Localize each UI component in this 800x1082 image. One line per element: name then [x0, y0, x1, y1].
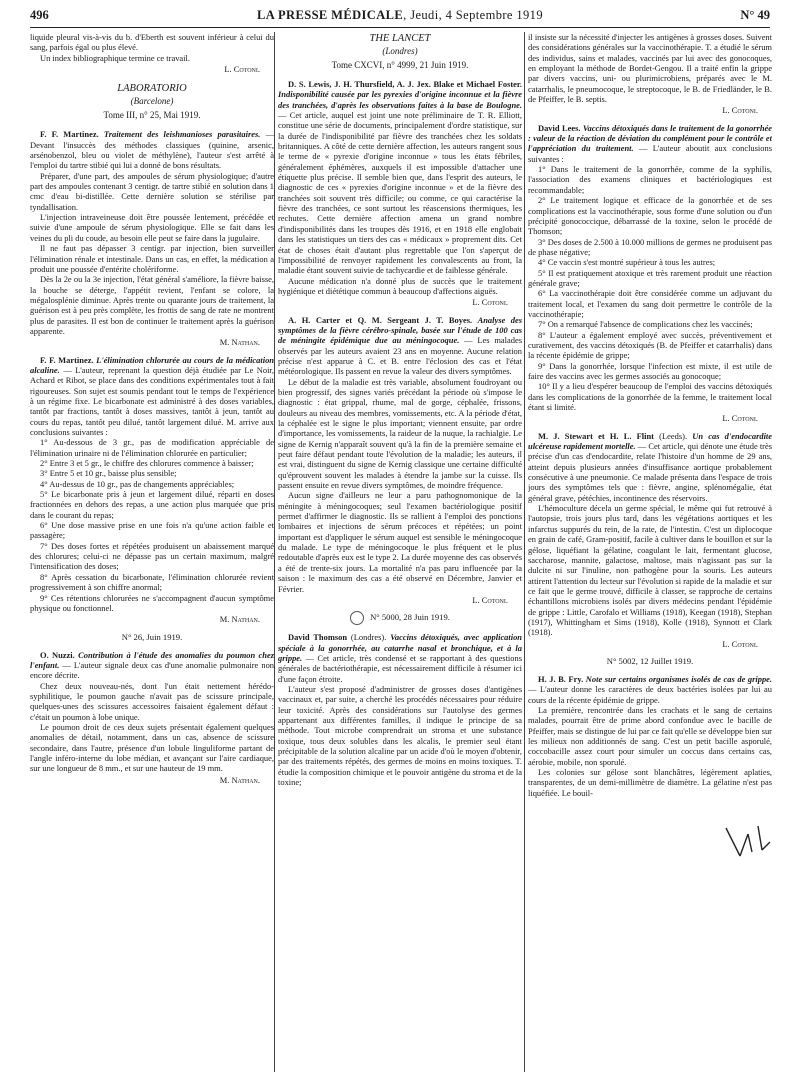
list-item: 4° Ce vaccin s'est montré supérieur à tous les autres;	[538, 257, 716, 268]
column-divider	[524, 32, 525, 1072]
signature: L. Cotoni.	[472, 594, 508, 605]
paragraph: La première, rencontrée dans les crachats et le sang de certains malades, pourrait être de prime abord confondue avec le bacille de Pfeiffer, mais se distingue de lui par ce fait qu'elle se développe bien sur les milieux non additionnés de sang. C'est un petit bacille asporulé, coccobacille assez court pour simuler un coccus dans certains cas, aérobie, mobile, non sporulé.	[528, 704, 772, 767]
journal-section-city: (Londres)	[382, 46, 418, 56]
article-title: Traitement des leishmanioses parasitaires.	[103, 129, 261, 140]
column-1	[30, 32, 274, 1077]
article-title: L'élimination chlorurée au cours de la médication alcaline.	[30, 354, 274, 375]
article	[30, 650, 274, 785]
signature: L. Cotoni.	[224, 64, 260, 75]
issue-line	[278, 611, 522, 625]
paragraph: L'hémoculture décela un germe spécial, le même qui fut retrouvé à l'autopsie, trois jours plus tard, dans les végétations aortiques et les infarctus suppurés du rein, de la rate, de l'intestin. C'est un diplocoque en grain de café, Gram-positif, facile à cultiver dans le bouillon et sur la gélose, liquéfiant la gélatine, coagulant le lait, fermentant glucose, saccharose, mannite, galactose, maltose, mais n'agissant pas sur la dulcite ni sur l'inuline, non pathogène pour la souris. Les auteurs attirent l'attention du lecteur sur l'évolution si rapide de la maladie et sur ce fait que le germe trouvé, difficile à classer, se rapproche de certains échantillons microbiens isolés par divers médecins pendant l'épidémie de grippe : Little, Carofalo et Williams (1918), Keegan (1918), Stephan (1917), Whittingham et Sims (1918), Kolle (1918), Synnott et Clark (1918).	[528, 503, 772, 638]
paragraph: Les colonies sur gélose sont blanchâtres, légèrement aplaties, transparentes, de un demi-millimètre de diamètre. La gélatine n'est pas liquéfiée. Le bouil-	[528, 767, 772, 798]
paragraph: Dès la 2e ou la 3e injection, l'état général s'améliore, la fièvre baisse, la bouche se déterge, l'appétit revient, l'enfant se colore, la mégalosplénie diminue. Après trente ou quarante jours de traitement, la guérison est à peu près complète, les frottis de sang de rate ne montrent plus de parasites. Il est bon de continuer le traitement après la guérison apparente.	[30, 274, 274, 336]
article-title: Note sur certains organismes isolés de cas de grippe.	[585, 673, 772, 684]
list-item: 1° Dans le traitement de la gonorrhée, comme de la syphilis, l'association des examens cliniques et bactériologiques est recommandable;	[528, 164, 772, 195]
paragraph: Aucune médication n'a donné plus de succès que le traitement hygiénique et diététique commun à beaucoup d'affections aiguës.	[278, 275, 522, 296]
page-number: 496	[30, 8, 49, 22]
list-item: 5° Le bicarbonate pris à jeun et largement dilué, réparti en doses fractionnées en dehors des repas, a une action plus marquée que pris dans le courant du repas;	[30, 489, 274, 520]
list-item: 9° Ces rétentions chlorurées ne s'accompagnent d'aucun symptôme physique ou fonctionnel.	[30, 592, 274, 613]
article-author: H. J. B. Fry.	[538, 673, 584, 684]
library-stamp-icon	[350, 611, 364, 625]
paragraph: — L'auteur aboutit aux conclusions suivantes :	[528, 143, 772, 164]
signature: L. Cotoni.	[722, 105, 758, 116]
article-author: David Lees.	[538, 122, 581, 133]
article-author-location: (Leeds).	[659, 430, 688, 441]
list-item: 3° Entre 5 et 10 gr., baisse plus sensible;	[40, 468, 177, 479]
issue-date: , Jeudi, 4 Septembre 1919	[403, 8, 543, 22]
article	[528, 674, 772, 798]
article-title: Vaccins détoxiqués dans le traitement de la gonorrhée : valeur de la réaction de déviation du complément pour le contrôle et l'appréciation du traitement.	[528, 122, 772, 154]
paragraph: L'auteur s'est proposé d'administrer de grosses doses d'antigènes vaccinaux et, par suite, a cherché les procédés nécessaires pour réduire leur toxicité. Après des considérations sur l'autolyse des germes appartenant aux différentes familles, il indique le principe de sa méthode. Tout microbe comprendrait un stroma et une substance toxique, tous deux solubles dans les alcalis, le premier seul étant précipitable de la solution alcaline par un acide d'où le moyen d'obtenir, par des traitements répétés, des germes de moins en moins toxiques. T. étudie la composition chimique et le pouvoir antigène du stroma et de la toxine;	[278, 683, 522, 788]
paragraph: — Les malades observés par les auteurs avaient 23 ans en moyenne. Aucune relation précise n'est apparue à C. et B. entre l'éclosion des cas et l'état météorologique. Ils passent en revue la valeur des divers symptômes.	[278, 335, 522, 377]
column-2	[278, 32, 522, 1077]
paragraph: — Devant l'insuccès des méthodes classiques (quinine, arsenic, arsénobenzol, bleu ou violet de méthylène), l'auteur s'est arrêté à l'emploi du tartre stibié qui lui a donné de bons résultats.	[30, 129, 274, 171]
page-header	[30, 8, 770, 28]
list-item: 7° Des doses fortes et répétées produisent un abaissement marqué des chlorures; celui-ci ne dépasse pas un certain maximum, malgré l'intensification des doses;	[30, 540, 274, 572]
list-item: 3° Des doses de 2.500 à 10.000 millions de germes ne produisent pas de phase négative;	[528, 236, 772, 257]
running-title	[30, 8, 770, 23]
article	[528, 431, 772, 649]
article-author: D. S. Lewis, J. H. Thursfield, A. J. Jex. Blake et Michael Foster.	[288, 79, 522, 89]
article-author: O. Nuzzi.	[40, 649, 75, 660]
paragraph: Il ne faut pas dépasser 3 centigr. par injection, bien surveiller l'élimination rénale et intestinale. Dans un cas, en effet, la médication a produit une poussée d'entérite cholériforme.	[30, 243, 274, 274]
article-title: Indisponibilité causée par les pyrexies d'origine inconnue et la fièvre des tranchées, d'après les observations faites à la base de Boulogne.	[278, 89, 522, 110]
column-3	[528, 32, 772, 1077]
journal-section-title: THE LANCET	[369, 33, 431, 44]
header-rule	[30, 27, 770, 28]
list-item: 2° Entre 3 et 5 gr., le chiffre des chlorures commence à baisser;	[40, 458, 254, 469]
list-item: 6° La vaccinothérapie doit être considérée comme un adjuvant du traitement local, et l'examen du sang doit permettre le contrôle de la vaccinothérapie;	[528, 288, 772, 319]
list-item: 8° Après cessation du bicarbonate, l'élimination chlorurée revient progressivement à son chiffre anormal;	[30, 571, 274, 593]
paragraph: — L'auteur donne les caractères de deux bactéries isolées par lui au cours de la récente épidémie de grippe.	[528, 684, 772, 705]
article-author: A. H. Carter et Q. M. Sergeant J. T. Boyes.	[288, 314, 473, 325]
issue-line: Tome CXCVI, n° 4999, 21 Juin 1919.	[331, 60, 469, 70]
list-item: 2° Le traitement logique et efficace de la gonorrhée et de ses complications est la vaccinothérapie, sous forme d'une solution ou d'un précipité gonococcique, débarrassé de la toxine, selon le procédé de Thomson;	[528, 195, 772, 237]
list-item: 1° Au-dessous de 3 gr., pas de modification appréciable de l'élimination urinaire ni de l'élimination chlorurée en particulier;	[30, 437, 274, 458]
list-item: 8° L'auteur a également employé avec succès, préventivement et curativement, des vaccins détoxiqués (B. de Pfeiffer et catarrhalis) dans la récente épidémie de grippe;	[528, 329, 772, 361]
paragraph: L'injection intraveineuse doit être poussée lentement, précédée et suivie d'une ampoule de sérum physiologique. Elle se fait dans les veines du pli du coude, au besoin elle peut se faire dans la jugulaire.	[30, 212, 274, 243]
issue-line-text: N° 5000, 28 Juin 1919.	[370, 612, 450, 623]
paragraph: Le début de la maladie est très variable, absolument foudroyant ou bien progressif, des signes variés précédant la période où s'impose le diagnostic : état grippal, rhume, mal de gorge, céphalée, frissons, douleurs au niveau des membres, vomissements, etc. A la période d'état, la céphalée est le signe le plus important; viennent ensuite, par ordre d'importance, les vomissements, la raideur de la nuque, la rachialgie. Le signe de Kernig n'apparaît souvent qu'à la fin de la première semaine et peut faire défaut pendant toute l'évolution de la maladie; les auteurs, il est vrai, distinguent du signe de Kernig classique une certaine difficulté qu'éprouvent souvent les malades à étendre la jambe sur la cuisse. Ils passent ensuite en revue divers symptômes, de moindre fréquence.	[278, 376, 522, 491]
article-author: F. F. Martinez.	[40, 354, 94, 365]
article-author: M. J. Stewart et H. L. Flint	[538, 430, 654, 441]
paragraph: Un index bibliographique termine ce travail.	[40, 52, 190, 63]
signature: M. Nathan.	[219, 774, 260, 785]
paragraph: Le poumon droit de ces deux sujets présentait également quelques anomalies de détail, notamment, dans un cas, absence de scissure secondaire, dans l'autre, présence d'un lobule linguliforme partant de l'angle inféro-interne du lobe médian, et avançant sur l'aire cardiaque, sur une longueur de 8 mm., et sur une hauteur de 19 mm.	[30, 721, 274, 774]
paragraph: il insiste sur la nécessité d'injecter les antigènes à grosses doses. Suivent des considérations générales sur la vaccinothérapie. T. a étudié le sérum des individus, sains et malades, vaccinés par lui avec des gonocoques, en employant la méthode de Bordet-Gengou. Il a traité enfin la grippe par divers vaccins, uni- ou plurimicrobiens, préparés avec le M. catarrhalis, le pneumocoque, le streptocoque, le B. de Friedländer, le B. de Pfeiffer, le B. septis.	[528, 32, 772, 105]
list-item: 9° Dans la gonorrhée, lorsque l'infection est mixte, il est utile de faire des vaccins avec les germes associés au gonocoque;	[528, 360, 772, 381]
article-title: Analyse des symptômes de la fièvre cérébro-spinale, basée sur l'étude de 100 cas de méningite épidémique due au méningocoque.	[278, 314, 522, 346]
article	[278, 79, 522, 308]
journal-section-title: LABORATORIO	[117, 83, 187, 95]
list-item: 6° Une dose massive prise en une fois n'a qu'une action faible et passagère;	[30, 520, 274, 541]
list-item: 7° On a remarqué l'absence de complications chez les vaccinés;	[538, 319, 753, 330]
article-title: Un cas d'endocardite ulcéreuse rapidement mortelle.	[528, 430, 772, 452]
article-title: Contribution à l'étude des anomalies du poumon chez l'enfant.	[30, 649, 274, 670]
paragraph: Aucun signe d'ailleurs ne leur a paru pathognomonique de la méningite à méningocoques; seul l'examen bactériologique positif permet d'affirmer le diagnostic. Ils se rallient à l'emploi des ponctions lombaires et injections de sérum précoces et répétées; un point important est d'appliquer le sérum auquel est sensible le méningocoque du malade. Le type de méningocoque le plus fréquent et le plus redoutable d'après eux est le type 2. La durée moyenne des cas observés a été de trente-six jours. La mortalité n'a pas paru influencée par la saison : le maximum des cas a été observé en Décembre, Janvier et Février.	[278, 490, 522, 594]
article-title: Vaccins détoxiqués, avec application spéciale à la gonorrhée, au catarrhe nasal et bronchique, et à la grippe.	[278, 632, 522, 663]
paragraph: — L'auteur, reprenant la question déjà étudiée par Le Noir, Achard et Ribot, se place dans des conditions expérimentales tout à fait rigoureuses. Son sujet est soumis pendant tout le temps de l'expérience à un régime fixe. Le bicarbonate est administré à des doses variables, tantôt par fractions, tantôt à doses massives, tantôt à jeun, tantôt au cours du repas, tantôt peu dilué, tantôt largement dilué. M. arrive aux conclusions suivantes :	[30, 364, 274, 437]
list-item: 10° Il y a lieu d'espérer beaucoup de l'emploi des vaccins détoxiqués dans les complications de la gonorrhée de la femme, le traitement local étant si limité.	[528, 381, 772, 413]
issue-line: Tome III, n° 25, Mai 1919.	[103, 110, 201, 121]
issue-number: N° 49	[740, 8, 770, 22]
article-author-location: (Londres).	[350, 632, 387, 643]
article-author: David Thomson	[288, 632, 348, 643]
paragraph: liquide pleural vis-à-vis du b. d'Eberth est souvent inférieur à celui du sang, parfois égal ou plus élevé.	[30, 32, 274, 53]
paragraph: — Cet article, très condensé et se rapportant à des questions générales de bactériothérapie, est nécessairement difficile à résumer ici d'une façon étroite.	[278, 652, 522, 684]
signature: M. Nathan.	[219, 614, 260, 625]
issue-line: N° 26, Juin 1919.	[121, 631, 183, 642]
paragraph: Chez deux nouveau-nés, dont l'un était nettement hérédo-syphilitique, le poumon gauche n'avait pas de scissure principale, quelques-unes des scissures accessoires faisaient également défaut : c'était un poumon à lobe unique.	[30, 680, 274, 722]
paragraph: — Cet article, qui dénote une étude très précise d'un cas d'endocardite, relate l'histoire d'un homme de 29 ans, atteint depuis plusieurs années d'insuffisance aortique probablement consécutive à une pneumonie. Ce malade présenta dans l'espace de trois jours des symptômes tels que : fièvre, angine, splénomégalie, état général grave, pétéchies, incontinence des réservoirs.	[528, 441, 772, 503]
article	[528, 123, 772, 424]
journal-section-city: (Barcelone)	[130, 96, 174, 107]
handwritten-mark-icon	[718, 822, 778, 862]
column-divider	[274, 32, 275, 1072]
article-author: F. F. Martinez.	[40, 129, 99, 140]
issue-line: N° 5002, 12 Juillet 1919.	[606, 655, 694, 666]
list-item: 5° Il est pratiquement atoxique et très rarement produit une réaction générale grave;	[528, 267, 772, 288]
article	[278, 632, 522, 787]
article	[30, 355, 274, 625]
article	[278, 315, 522, 606]
signature: L. Cotoni.	[722, 638, 758, 649]
journal-name: LA PRESSE MÉDICALE	[257, 8, 404, 22]
signature: L. Cotoni.	[472, 297, 508, 308]
paragraph: Préparer, d'une part, des ampoules de sérum physiologique; d'autre part des ampoules contenant 3 centigr. de tartre stibié en solution dans 1 cmc d'eau bi-distillée. Cette dernière solution se stérilise par tyndallisation.	[30, 170, 274, 212]
paragraph: — Cet article, auquel est joint une note préliminaire de T. R. Elliott, constitue une série de documents, principalement d'ordre statistique, sur la durée de l'indisponibilité par fièvre des tranchées chez les soldats britanniques. A côté de cette dernière affection, les auteurs rangent sous le terme de « pyrexie d'origine inconnue » tous les états fébriles, généralement éphémères, auxquels il est impossible d'attacher une étiquette plus précise. Il semble bien que, dans l'esprit des auteurs, le diagnostic de ces « pyrexies d'origine inconnue » et de la fièvre des tranchées soit souvent très difficile; ou comme, ce qui caractérise la fièvre des tranchées, ce sont surtout les réascensions thermiques, les rechutes. Cette dernière affection amena un grand nombre d'indisponibilités dans les troupes dès 1916, et en 1918 elle englobait dans les statistiques un tiers des cas « médicaux » proprement dits. Cet état de choses était d'autant plus regrettable que l'on s'aperçut de l'impossibilité de renvoyer rapidement les convalescents au front, la maladie étant souvent suivie de tachycardie et de faiblesse générale.	[278, 110, 522, 276]
article	[30, 129, 274, 347]
list-item: 4° Au-dessus de 10 gr., pas de changements appréciables;	[40, 478, 235, 489]
signature: M. Nathan.	[219, 337, 260, 348]
paragraph: — L'auteur signale deux cas d'une anomalie pulmonaire non encore décrite.	[30, 659, 274, 681]
signature: L. Cotoni.	[722, 413, 758, 424]
